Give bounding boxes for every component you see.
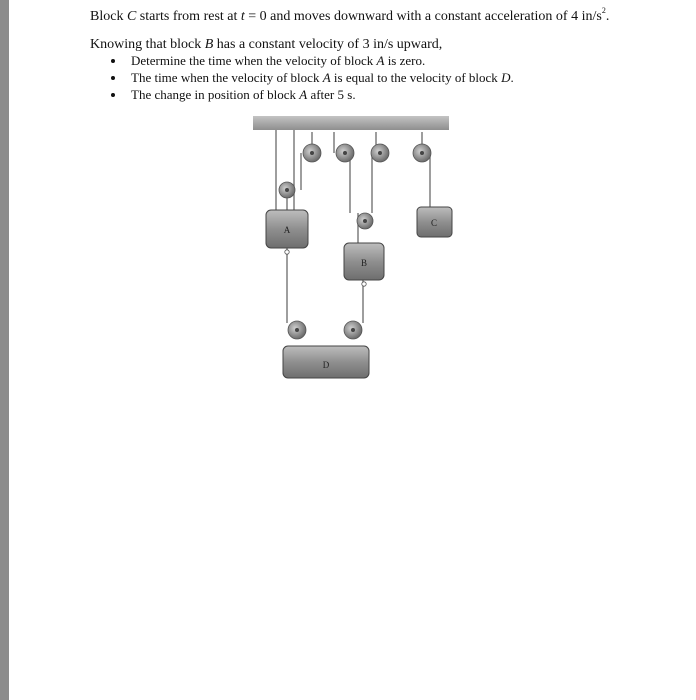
block-b-label: B	[360, 258, 368, 268]
bullet-icon	[111, 76, 115, 80]
ceiling-beam	[253, 116, 449, 130]
block-d-label: D	[322, 360, 330, 370]
ceiling-pulleys	[303, 144, 431, 162]
pulley-system-figure	[250, 110, 460, 390]
page-left-edge	[0, 0, 9, 700]
bullet-icon	[111, 59, 115, 63]
question-item-1: Determine the time when the velocity of block A is zero.	[108, 52, 514, 69]
question-item-2: The time when the velocity of block A is equal to the velocity of block D.	[108, 69, 514, 86]
bullet-icon	[111, 93, 115, 97]
problem-statement-line-1: Block C starts from rest at t = 0 and moves downward with a constant acceleration of 4 $in/s^2$.	[90, 6, 610, 24]
problem-statement-line-2: Knowing that block B has a constant velocity of 3 in/s upward,	[90, 37, 443, 52]
block-a-label: A	[283, 225, 291, 235]
question-list	[108, 52, 514, 103]
question-item-3: The change in position of block A after 5 s.	[108, 86, 514, 103]
block-c-label: C	[430, 218, 438, 228]
